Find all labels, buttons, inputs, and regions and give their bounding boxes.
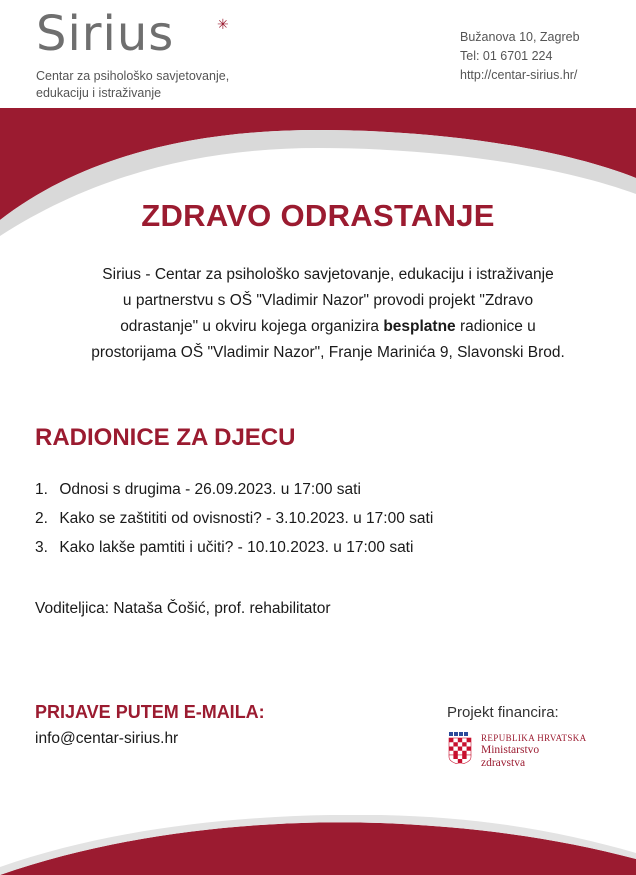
logo-star-icon: ✳ — [217, 16, 229, 32]
workshop-text: Kako lakše pamtiti i učiti? - 10.10.2023. u 17:00 sati — [59, 539, 414, 556]
ministry-name — [481, 732, 636, 770]
workshop-number: 2. — [35, 510, 48, 527]
workshop-number: 3. — [35, 539, 48, 556]
contact-address: Bužanova 10, Zagreb — [460, 30, 580, 44]
tagline-line-1: Centar za psihološko savjetovanje, — [36, 69, 230, 83]
letterhead — [0, 0, 636, 110]
intro-line-1: Sirius - Centar za psihološko savjetovanje, edukaciju i istraživanje — [102, 266, 554, 283]
intro-line-3 — [60, 314, 596, 340]
intro-line-3-end: radionice u — [455, 318, 536, 335]
organization-tagline — [36, 68, 266, 102]
signup-email-link[interactable]: info@centar-sirius.hr — [35, 730, 179, 747]
intro-free-emphasis: besplatne — [383, 318, 456, 335]
ministry-title-line-2: zdravstva — [481, 757, 526, 769]
workshop-number: 1. — [35, 481, 48, 498]
workshop-text: Kako se zaštititi od ovisnosti? - 3.10.2023. u 17:00 sati — [59, 510, 434, 527]
sirius-logo — [36, 6, 229, 62]
intro-line-4: prostorijama OŠ "Vladimir Nazor", Franje Marinića 9, Slavonski Brod. — [91, 344, 565, 361]
contact-website[interactable]: http://centar-sirius.hr/ — [460, 68, 578, 82]
workshop-item — [35, 475, 433, 504]
ministry-logo — [447, 732, 587, 769]
workshop-text: Odnosi s drugima - 26.09.2023. u 17:00 sati — [59, 481, 361, 498]
workshop-leader: Voditeljica: Nataša Čošić, prof. rehabilitator — [35, 600, 331, 617]
logo-wordmark: Sirius — [36, 6, 175, 62]
signup-heading: PRIJAVE PUTEM E-MAILA: — [35, 702, 265, 722]
contact-block — [460, 28, 580, 85]
intro-paragraph — [60, 262, 596, 366]
contact-phone: Tel: 01 6701 224 — [460, 49, 553, 63]
intro-line-2: u partnerstvu s OŠ "Vladimir Nazor" provodi projekt "Zdravo — [122, 292, 534, 309]
croatian-coat-of-arms-icon — [447, 732, 473, 764]
workshop-list — [35, 475, 433, 562]
ministry-country: REPUBLIKA HRVATSKA — [481, 733, 587, 743]
workshop-item — [35, 504, 433, 533]
footer-wave-decoration — [0, 815, 636, 875]
page-title: ZDRAVO ODRASTANJE — [141, 198, 495, 233]
funder-label: Projekt financira: — [447, 704, 559, 721]
workshop-item — [35, 533, 433, 562]
ministry-title-line-1: Ministarstvo — [481, 744, 540, 756]
intro-line-3-start: odrastanje" u okviru kojega organizira — [120, 318, 384, 335]
workshops-heading: RADIONICE ZA DJECU — [35, 424, 296, 451]
tagline-line-2: edukaciju i istraživanje — [36, 86, 162, 100]
